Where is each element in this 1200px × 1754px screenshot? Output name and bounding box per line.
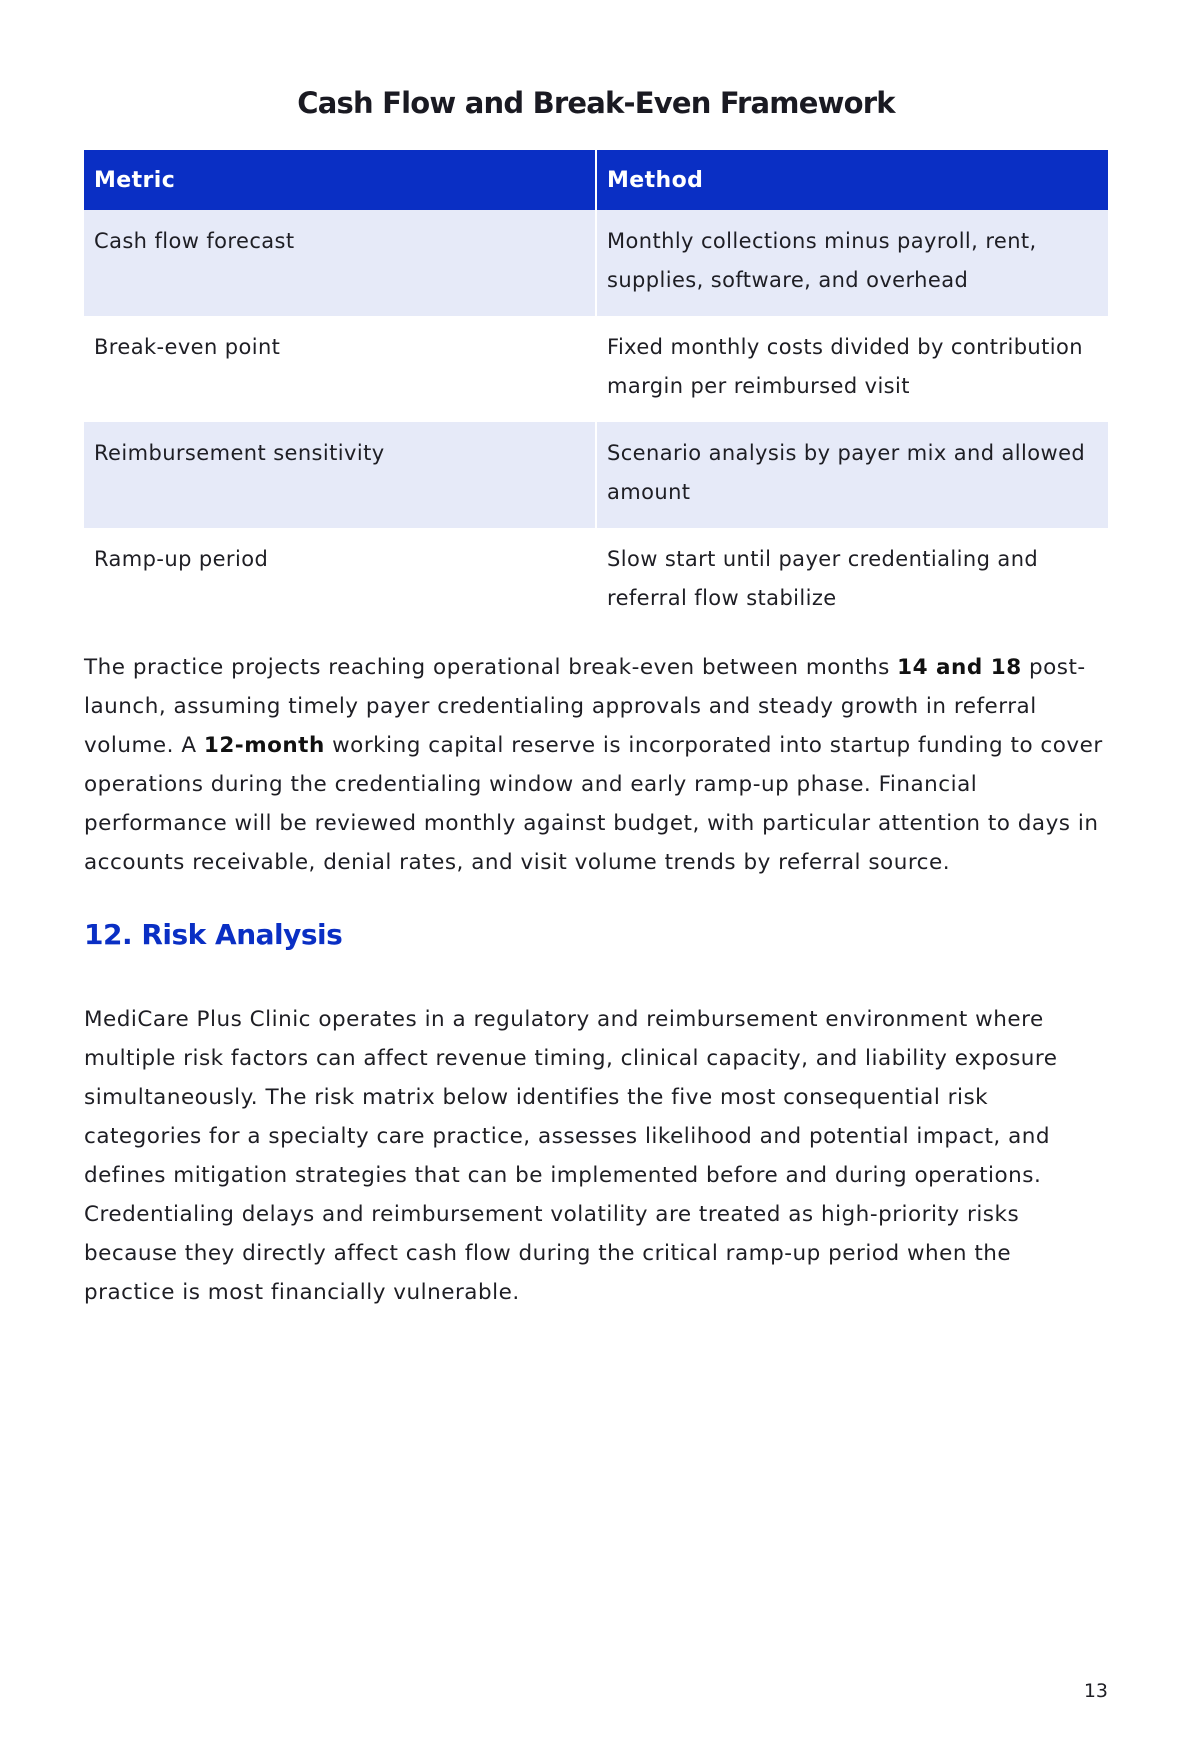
- section-heading: 12. Risk Analysis: [84, 918, 343, 951]
- metric-cell: Reimbursement sensitivity: [84, 422, 596, 528]
- method-cell: Fixed monthly costs divided by contribution margin per reimbursed visit: [596, 316, 1108, 422]
- table-title: Cash Flow and Break-Even Framework: [297, 86, 895, 120]
- method-cell: Slow start until payer credentialing and referral flow stabilize: [596, 528, 1108, 634]
- metric-cell: Break-even point: [94, 335, 281, 359]
- cash-flow-table: [84, 150, 1108, 634]
- bold-reserve-duration: 12-month: [203, 733, 325, 758]
- table-row: [84, 316, 1108, 422]
- break-even-paragraph: [84, 648, 1108, 882]
- bold-months: 14 and 18: [897, 655, 1022, 680]
- page-number: 13: [1083, 1680, 1108, 1702]
- method-cell: Scenario analysis by payer mix and allowed amount: [596, 422, 1108, 528]
- column-header-metric: Metric: [84, 150, 596, 210]
- metric-cell: Ramp-up period: [94, 547, 269, 571]
- table-header-row: [84, 150, 1108, 210]
- method-cell: Monthly collections minus payroll, rent, supplies, software, and overhead: [596, 210, 1108, 316]
- metric-cell: Cash flow forecast: [84, 210, 596, 316]
- table-row: [84, 422, 1108, 528]
- table-row: [84, 528, 1108, 634]
- column-header-method: Method: [596, 150, 1108, 210]
- table-row: [84, 210, 1108, 316]
- risk-analysis-paragraph: MediCare Plus Clinic operates in a regulatory and reimbursement environment where multiple risk factors can affect revenue timing, clinical capacity, and liability exposure simultaneously. The risk matrix below identifies the five most consequential risk categories for a specialty care practice, assesses likelihood and potential impact, and defines mitigation strategies that can be implemented before and during operations. Credentialing delays and reimbursement volatility are treated as high-priority risks because they directly affect cash flow during the critical ramp-up period when the practice is most financially vulnerable.: [84, 1007, 1058, 1305]
- paragraph-text: post-launch, assuming timely payer credentialing approvals and steady growth in referral volume. A: [84, 655, 1086, 758]
- paragraph-text: working capital reserve is incorporated into startup funding to cover operations during the credentialing window and early ramp-up phase. Financial performance will be reviewed monthly against budget, with particular attention to days in accounts receivable, denial rates, and visit volume trends by referral source.: [84, 733, 1103, 875]
- paragraph-text: The practice projects reaching operational break-even between months: [84, 655, 898, 680]
